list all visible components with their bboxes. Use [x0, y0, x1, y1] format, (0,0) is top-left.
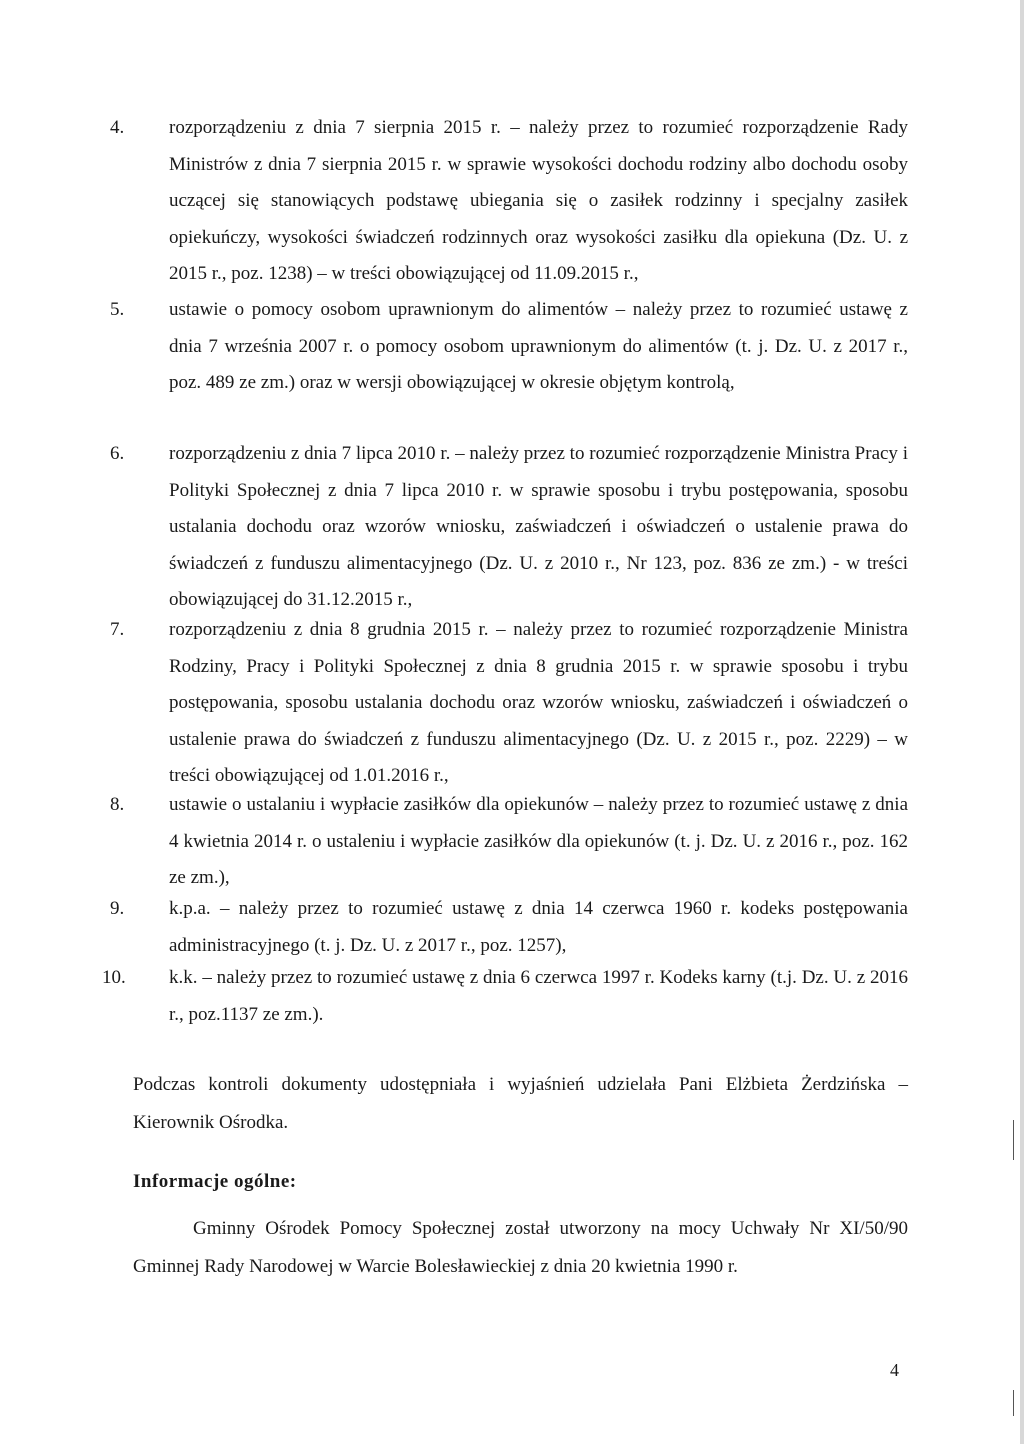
general-info-heading: Informacje ogólne:: [133, 1171, 297, 1192]
list-item-number: 10.: [102, 967, 126, 988]
list-item-text: rozporządzeniu z dnia 7 lipca 2010 r. – należy przez to rozumieć rozporządzenie Ministra Pracy i Polityki Społecznej z dnia 7 lipca 2010 r. w sprawie sposobu i trybu postępowania, sposobu ustalania dochodu oraz wzorów wniosku, zaświadczeń i oświadczeń o ustalenie prawa do świadczeń z funduszu alimentacyjnego (Dz. U. z 2010 r., Nr 123, poz. 836 ze zm.) - w treści obowiązującej do 31.12.2015 r.,: [169, 443, 908, 610]
list-item-8: [110, 787, 908, 897]
list-item-10: [102, 960, 908, 1033]
list-item-4: [110, 110, 908, 293]
list-item-5: [110, 292, 908, 402]
scan-edge-mark: [1013, 1390, 1014, 1416]
list-item-number: 5.: [110, 299, 125, 320]
list-item-number: 6.: [110, 443, 125, 464]
list-item-number: 4.: [110, 117, 125, 138]
page-number: 4: [890, 1360, 899, 1380]
list-item-number: 9.: [110, 898, 125, 919]
list-item-9: [110, 891, 908, 964]
list-item-7: [110, 612, 908, 795]
list-item-text: rozporządzeniu z dnia 7 sierpnia 2015 r. – należy przez to rozumieć rozporządzenie Rady Ministrów z dnia 7 sierpnia 2015 r. w sprawie wysokości dochodu rodziny albo dochodu osoby uczącej się stanowiących podstawę ubiegania się o zasiłek rodzinny i specjalny zasiłek opiekuńczy, wysokości świadczeń rodzinnych oraz wysokości zasiłku dla opiekuna (Dz. U. z 2015 r., poz. 1238) – w treści obowiązującej od 11.09.2015 r.,: [169, 117, 908, 284]
list-item-6: [110, 436, 908, 619]
list-item-text: ustawie o ustalaniu i wypłacie zasiłków dla opiekunów – należy przez to rozumieć ustawę z dnia 4 kwietnia 2014 r. o ustaleniu i wypłacie zasiłków dla opiekunów (t. j. Dz. U. z 2016 r., poz. 162 ze zm.),: [169, 794, 908, 888]
list-item-text: ustawie o pomocy osobom uprawnionym do alimentów – należy przez to rozumieć ustawę z dnia 7 września 2007 r. o pomocy osobom uprawnionym do alimentów (t. j. Dz. U. z 2017 r., poz. 489 ze zm.) oraz w wersji obowiązującej w okresie objętym kontrolą,: [169, 299, 908, 393]
list-item-text: k.k. – należy przez to rozumieć ustawę z dnia 6 czerwca 1997 r. Kodeks karny (t.j. Dz. U. z 2016 r., poz.1137 ze zm.).: [169, 967, 908, 1025]
list-item-number: 7.: [110, 619, 125, 640]
list-item-text: rozporządzeniu z dnia 8 grudnia 2015 r. – należy przez to rozumieć rozporządzenie Ministra Rodziny, Pracy i Polityki Społecznej z dnia 8 grudnia 2015 r. w sprawie sposobu i trybu postępowania, sposobu ustalania dochodu oraz wzorów wniosku, zaświadczeń i oświadczeń o ustalenie prawa do świadczeń z funduszu alimentacyjnego (Dz. U. z 2015 r., poz. 2229) – w treści obowiązującej od 1.01.2016 r.,: [169, 619, 908, 786]
control-statement-paragraph: Podczas kontroli dokumenty udostępniała i wyjaśnień udzielała Pani Elżbieta Żerdzińska – Kierownik Ośrodka.: [133, 1074, 908, 1133]
general-info-paragraph: Gminny Ośrodek Pomocy Społecznej został utworzony na mocy Uchwały Nr XI/50/90 Gminnej Rady Narodowej w Warcie Bolesławieckiej z dnia 20 kwietnia 1990 r.: [133, 1218, 908, 1277]
list-item-number: 8.: [110, 794, 125, 815]
list-item-text: k.p.a. – należy przez to rozumieć ustawę z dnia 14 czerwca 1960 r. kodeks postępowania administracyjnego (t. j. Dz. U. z 2017 r., poz. 1257),: [169, 898, 908, 956]
scan-edge-mark: [1013, 1120, 1014, 1160]
